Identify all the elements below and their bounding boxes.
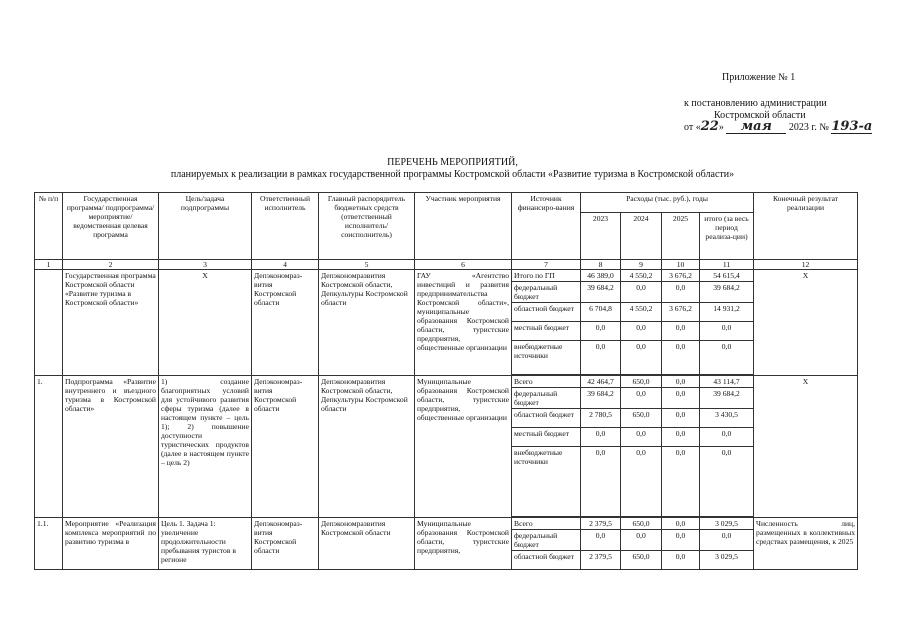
fin-2025: 0,0	[662, 341, 700, 375]
region-label: Костромской области	[714, 110, 806, 121]
date-mid: »	[718, 122, 724, 133]
row-executor: Депэкономраз-вития Костромской области	[252, 518, 319, 570]
fin-source: федеральный бюджет	[512, 530, 581, 551]
fin-2023: 0,0	[581, 322, 621, 341]
resolution-label: к постановлению администрации	[684, 98, 827, 109]
row-executor: Депэкономраз-вития Костромской области	[252, 270, 319, 376]
fin-source: Всего	[512, 376, 581, 388]
fin-source: местный бюджет	[512, 322, 581, 341]
row-program: Мероприятие «Реализация комплекса мероприятий по развитию туризма в	[63, 518, 159, 570]
date-day: 22	[700, 119, 719, 134]
fin-2023: 42 464,7	[581, 376, 621, 388]
fin-total: 0,0	[700, 322, 754, 341]
fin-source: областной бюджет	[512, 303, 581, 322]
fin-2025: 0,0	[662, 376, 700, 388]
col-program: Государственная программа/ подпрограмма/ мероприятие/ ведомственная целевая программа	[63, 193, 159, 260]
fin-2024: 0,0	[621, 282, 662, 303]
fin-total: 0,0	[700, 530, 754, 551]
fin-2023: 0,0	[581, 428, 621, 447]
fin-total: 43 114,7	[700, 376, 754, 388]
col-result: Конечный результат реализации	[754, 193, 858, 260]
row-manager: Депэкономразвития Костромской области	[319, 518, 415, 570]
col-executor: Ответственный исполнитель	[252, 193, 319, 260]
fin-2023: 2 780,5	[581, 409, 621, 428]
fin-source: Всего	[512, 518, 581, 530]
fin-2023: 6 704,8	[581, 303, 621, 322]
fin-source: областной бюджет	[512, 409, 581, 428]
fin-total: 3 430,5	[700, 409, 754, 428]
col-expenses: Расходы (тыс. руб.), годы	[581, 193, 754, 213]
col-goal: Цель/задача подпрограммы	[159, 193, 252, 260]
fin-2025: 0,0	[662, 282, 700, 303]
col-index: 1	[35, 260, 63, 270]
col-num: № п/п	[35, 193, 63, 260]
document-title: ПЕРЕЧЕНЬ МЕРОПРИЯТИЙ,	[387, 157, 518, 168]
table-row	[35, 270, 858, 282]
date-year: 2023 г. №	[788, 122, 829, 133]
fin-source: областной бюджет	[512, 551, 581, 570]
fin-2025: 0,0	[662, 530, 700, 551]
column-index-row	[35, 260, 858, 270]
row-goal: 1) создание благоприятных условий для устойчивого развития сферы туризма (далее в настоящем пункте – цель 1); 2) повышение доступности туристических продуктов (далее в настоящем пункте – цель 2)	[159, 376, 252, 518]
fin-source: внебюджетные источники	[512, 447, 581, 517]
fin-total: 39 684,2	[700, 388, 754, 409]
fin-2024: 650,0	[621, 409, 662, 428]
row-manager: Депэкономразвития Костромской области, Депкультуры Костромской области	[319, 376, 415, 518]
table-row	[35, 376, 858, 388]
fin-2024: 0,0	[621, 322, 662, 341]
col-index: 4	[252, 260, 319, 270]
row-result: Х	[754, 376, 858, 518]
fin-2025: 3 676,2	[662, 303, 700, 322]
fin-2023: 0,0	[581, 341, 621, 375]
row-result: Численность лиц, размещенных в коллективных средствах размещения, к 2025	[754, 518, 858, 570]
fin-2023: 39 684,2	[581, 388, 621, 409]
resolution-date	[684, 121, 872, 134]
fin-total: 39 684,2	[700, 282, 754, 303]
col-index: 12	[754, 260, 858, 270]
col-index: 8	[581, 260, 621, 270]
fin-2023: 2 379,5	[581, 518, 621, 530]
fin-total: 54 615,4	[700, 270, 754, 282]
fin-2024: 4 550,2	[621, 270, 662, 282]
fin-source: местный бюджет	[512, 428, 581, 447]
fin-2024: 650,0	[621, 518, 662, 530]
fin-total: 3 029,5	[700, 518, 754, 530]
col-index: 2	[63, 260, 159, 270]
date-number: 193-а	[831, 119, 873, 134]
fin-2025: 0,0	[662, 551, 700, 570]
fin-total: 0,0	[700, 341, 754, 375]
fin-2024: 0,0	[621, 428, 662, 447]
fin-2025: 0,0	[662, 409, 700, 428]
fin-total: 3 029,5	[700, 551, 754, 570]
fin-2024: 0,0	[621, 530, 662, 551]
col-index: 7	[512, 260, 581, 270]
fin-2024: 650,0	[621, 551, 662, 570]
table-row	[35, 518, 858, 530]
col-index: 9	[621, 260, 662, 270]
col-source: Источник финансиро-вания	[512, 193, 581, 260]
fin-2023: 0,0	[581, 530, 621, 551]
date-prefix: от «	[684, 122, 701, 133]
row-num	[35, 270, 63, 376]
row-executor: Депэкономраз-вития Костромской области	[252, 376, 319, 518]
col-index: 6	[415, 260, 512, 270]
fin-2023: 39 684,2	[581, 282, 621, 303]
fin-2024: 0,0	[621, 388, 662, 409]
fin-2025: 0,0	[662, 428, 700, 447]
fin-total: 14 931,2	[700, 303, 754, 322]
fin-source: внебюджетные источники	[512, 341, 581, 375]
row-goal: Цель 1. Задача 1: увеличение продолжительности пребывания туристов в регионе	[159, 518, 252, 570]
fin-2025: 0,0	[662, 322, 700, 341]
col-2025: 2025	[662, 213, 700, 260]
fin-source: федеральный бюджет	[512, 388, 581, 409]
fin-2024: 4 550,2	[621, 303, 662, 322]
col-index: 3	[159, 260, 252, 270]
document-subtitle: планируемых к реализации в рамках государственной программы Костромской области «Развитие туризма в Костромской области»	[170, 169, 735, 180]
col-index: 5	[319, 260, 415, 270]
fin-source: Итого по ГП	[512, 270, 581, 282]
table-header-row	[35, 193, 858, 213]
row-goal: Х	[159, 270, 252, 376]
row-manager: Депэкономразвития Костромской области, Депкультуры Костромской области	[319, 270, 415, 376]
fin-2023: 2 379,5	[581, 551, 621, 570]
fin-total: 0,0	[700, 447, 754, 517]
row-num: 1.	[35, 376, 63, 518]
col-index: 11	[700, 260, 754, 270]
fin-2024: 0,0	[621, 341, 662, 375]
fin-source: федеральный бюджет	[512, 282, 581, 303]
appendix-label: Приложение № 1	[722, 72, 796, 83]
col-participant: Участник мероприятия	[415, 193, 512, 260]
fin-total: 0,0	[700, 428, 754, 447]
row-participant: Муниципальные образования Костромской области, туристские предприятия, общественные организации	[415, 376, 512, 518]
fin-2025: 3 676,2	[662, 270, 700, 282]
fin-2025: 0,0	[662, 518, 700, 530]
row-result: Х	[754, 270, 858, 376]
fin-2023: 46 389,0	[581, 270, 621, 282]
fin-2025: 0,0	[662, 447, 700, 517]
fin-2024: 650,0	[621, 376, 662, 388]
row-program: Подпрограмма «Развитие внутреннего и въездного туризма в Костромской области»	[63, 376, 159, 518]
row-participant: ГАУ «Агентство инвестиций и развития предпринимательства Костромской области», муниципальные образования Костромской области, туристские предприятия, общественные организации	[415, 270, 512, 376]
col-total: итого (за весь период реализа-ции)	[700, 213, 754, 260]
row-num: 1.1.	[35, 518, 63, 570]
col-index: 10	[662, 260, 700, 270]
col-manager: Главный распорядитель бюджетных средств (ответственный исполнитель/соисполнитель)	[319, 193, 415, 260]
col-2023: 2023	[581, 213, 621, 260]
row-program: Государственная программа Костромской области «Развитие туризма в Костромской области»	[63, 270, 159, 376]
date-month: мая	[726, 121, 786, 134]
measures-table	[34, 192, 858, 570]
fin-2025: 0,0	[662, 388, 700, 409]
fin-2024: 0,0	[621, 447, 662, 517]
fin-2023: 0,0	[581, 447, 621, 517]
col-2024: 2024	[621, 213, 662, 260]
row-participant: Муниципальные образования Костромской области, туристские предприятия,	[415, 518, 512, 570]
